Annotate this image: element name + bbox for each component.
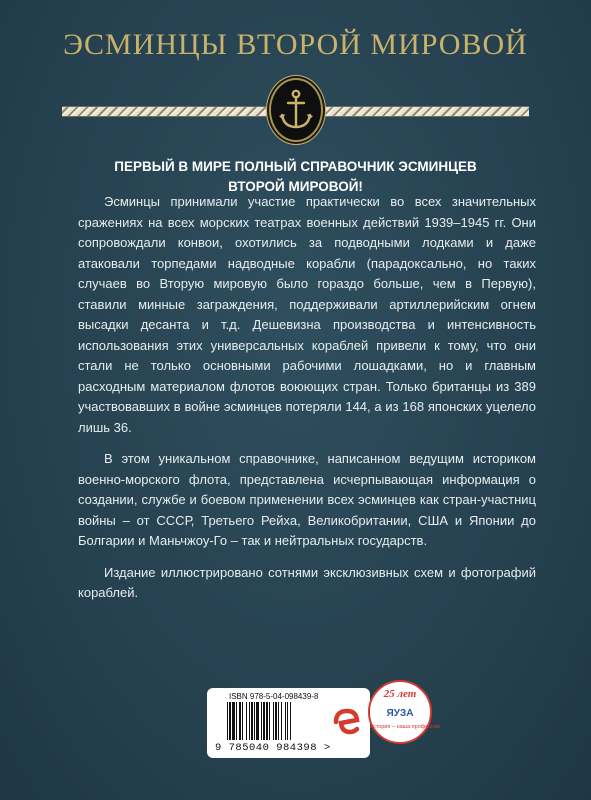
barcode-bar bbox=[256, 702, 259, 740]
headline-line-2: ВТОРОЙ МИРОВОЙ! bbox=[228, 179, 363, 194]
barcode-bar bbox=[254, 702, 255, 740]
barcode-bar bbox=[278, 702, 279, 740]
description bbox=[78, 192, 536, 615]
barcode-bar bbox=[273, 702, 274, 740]
barcode-bar bbox=[290, 702, 291, 740]
barcode-digits: 9 785040 984398 > bbox=[215, 742, 331, 754]
barcode-bar bbox=[239, 702, 241, 740]
barcode-bars bbox=[225, 702, 325, 742]
anchor-icon bbox=[278, 89, 314, 131]
anniversary-name: ЯУЗА bbox=[386, 708, 414, 719]
barcode-bar bbox=[232, 702, 235, 740]
barcode-bar bbox=[242, 702, 243, 740]
barcode-bar bbox=[285, 702, 286, 740]
anniversary-motto: история – наша профессия bbox=[370, 724, 440, 730]
isbn-label: ISBN 978-5-04-098439-8 bbox=[229, 692, 319, 701]
barcode-bar bbox=[249, 702, 250, 740]
barcode-bar bbox=[251, 702, 253, 740]
barcode-bar bbox=[281, 702, 282, 740]
description-paragraph: В этом уникальном справочнике, написанном ведущим историком военно-морского флота, представлена исчерпывающая информация о создании, службе и боевом применении всех эсминцев как стран-участниц войны – от СССР, Третьего Рейха, Великобритании, США и Японии до Болгарии и Маньчжоу-Го – так и нейтральных государств. bbox=[78, 451, 536, 548]
eksmo-logo-icon bbox=[326, 702, 366, 742]
rope-divider-left bbox=[62, 106, 274, 117]
headline-line-1: ПЕРВЫЙ В МИРЕ ПОЛНЫЙ СПРАВОЧНИК ЭСМИНЦЕВ bbox=[114, 159, 477, 174]
barcode-bar bbox=[227, 702, 228, 740]
series-title: ЭСМИНЦЫ ВТОРОЙ МИРОВОЙ bbox=[63, 28, 528, 61]
headline bbox=[0, 157, 591, 197]
barcode-bar bbox=[229, 702, 231, 740]
anniversary-years: 25 лет bbox=[383, 688, 417, 700]
description-paragraph: Издание иллюстрировано сотнями эксклюзивных схем и фотографий кораблей. bbox=[78, 564, 536, 600]
barcode-bar bbox=[269, 702, 270, 740]
barcode-bar bbox=[275, 702, 277, 740]
barcode-bar bbox=[263, 702, 265, 740]
emblem-medallion bbox=[271, 80, 321, 140]
barcode-bar bbox=[287, 702, 288, 740]
description-paragraph: Эсминцы принимали участие практически во всех значительных сражениях на всех морских театрах военных действий 1939–1945 гг. Они сопровождали конвои, охотились за подводными лодками и даже атаковали торпедами надводные корабли (парадоксально, но таких случаев во Вторую мировую было гораздо больше, чем в Первую), ставили минные заграждения, поддерживали артиллерийским огнем высадки десанта и т.д. Дешевизна производства и интенсивность использования этих универсальных кораблей привели к тому, что они стали не только основными рабочими лошадками, но и главным расходным материалом флотов воюющих стран. Только британцы из 389 участвовавших в войне эсминцев потеряли 144, а из 168 японских уцелело лишь 36. bbox=[78, 194, 536, 435]
barcode-bar bbox=[246, 702, 247, 740]
barcode-bar bbox=[261, 702, 262, 740]
barcode-bar bbox=[266, 702, 268, 740]
yauza-anniversary-logo bbox=[368, 680, 440, 744]
rope-divider-right bbox=[317, 106, 529, 117]
barcode-bar bbox=[236, 702, 237, 740]
